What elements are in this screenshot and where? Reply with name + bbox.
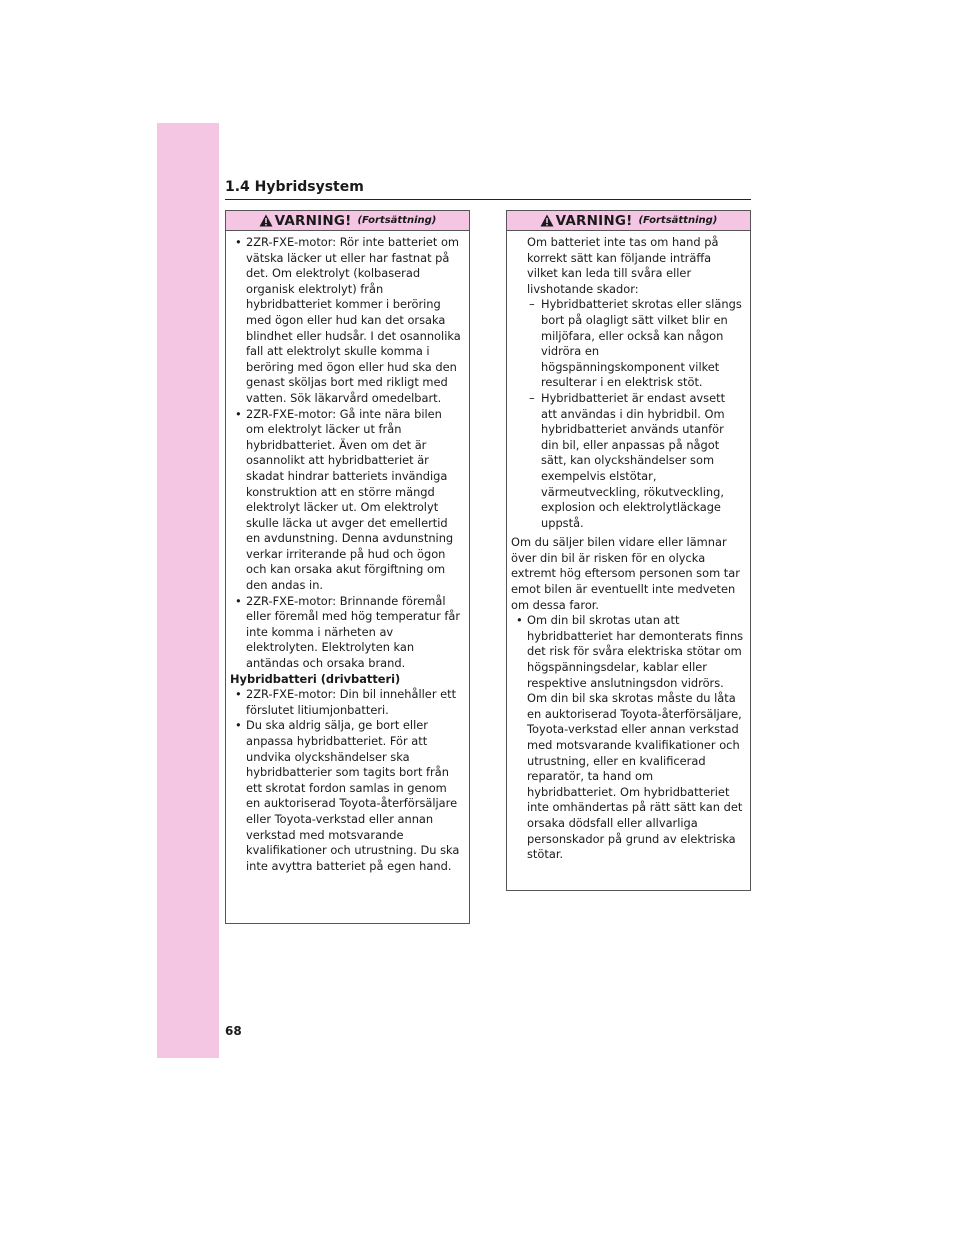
warning-box-right <box>506 210 751 891</box>
header-rule <box>225 199 751 200</box>
warning-triangle-icon <box>259 214 273 227</box>
list-item: • 2ZR-FXE-motor: Gå inte nära bilen om elektrolyt läcker ut från hybridbatteriet. Även om det är osannolikt att hybridbatteriet är skadat hindrar batteriets invändiga konstruktion att en större mängd elektrolyt läcker ut. Om elektrolyt skulle läcka ut avger det emellertid en avdunstning. Denna avdunstning verkar irriterande på hud och ögon och kan orsaka akut förgiftning om den andas in. <box>235 406 454 593</box>
list-item: • Du ska aldrig sälja, ge bort eller anpassa hybridbatteriet. För att undvika olyckshändelser ska hybridbatterier som tagits bort från ett skrotat fordon samlas in genom en auktoriserad Toyota-återförsäljare eller Toyota-verkstad eller annan verkstad med motsvarande kvalifikationer och utrustning. Du ska inte avyttra batteriet på egen hand. <box>235 718 460 873</box>
warning-subtitle: (Fortsättning) <box>638 215 718 226</box>
warning-triangle-icon <box>540 214 554 227</box>
warning-box-left <box>225 210 470 924</box>
warning-header <box>507 211 750 231</box>
subheading: Hybridbatteri (drivbatteri) <box>230 671 401 686</box>
intro-text: Om batteriet inte tas om hand på korrekt sätt kan följande inträffa vilket kan leda till svåra eller livshotande skador: <box>527 235 719 296</box>
page-number: 68 <box>225 1024 242 1038</box>
warning-subtitle: (Fortsättning) <box>357 215 437 226</box>
warning-title: VARNING! <box>274 212 352 229</box>
section-title: 1.4 Hybridsystem <box>225 179 364 195</box>
list-item: • 2ZR-FXE-motor: Rör inte batteriet om vätska läcker ut eller har fastnat på det. Om elektrolyt (kolbaserad organisk elektrolyt) från hybridbatteriet kommer i beröring med ögon eller hud kan det orsaka blindhet eller hudsår. I det osannolika fall att elektrolyt skulle komma i beröring med ögon eller hud ska den genast sköljas bort med rikligt med vatten. Sök läkarvård omedelbart. <box>235 235 461 405</box>
list-item: • Om din bil skrotas utan att hybridbatteriet har demonterats finns det risk för svåra elektriska stötar om högspänningsdelar, kablar eller respektive anslutningsdon vidrörs. Om din bil ska skrotas måste du låta en auktoriserad Toyota-återförsäljare, Toyota-verkstad eller annan verkstad med motsvarande kvalifikationer och utrustning, eller en kvalificerad reparatör, ta hand om hybridbatteriet. Om hybridbatteriet inte omhändertas på rätt sätt kan det orsaka dödsfall eller allvarliga personskador på grund av elektriska stötar. <box>516 613 744 862</box>
list-item: – Hybridbatteriet skrotas eller slängs bort på olagligt sätt vilket blir en miljöfara, eller också kan någon vidröra en högspänningskomponent vilket resulterar i en elektrisk stöt. <box>529 297 742 390</box>
body-paragraph: Om du säljer bilen vidare eller lämnar över din bil är risken för en olycka extremt hög eftersom personen som tar emot bilen är eventuellt inte medveten om dessa faror. <box>511 535 740 612</box>
warning-title: VARNING! <box>555 212 633 229</box>
warning-header <box>226 211 469 231</box>
page-tab <box>157 123 219 1058</box>
list-item: • 2ZR-FXE-motor: Din bil innehåller ett förslutet litiumjonbatteri. <box>235 687 457 717</box>
list-item: • 2ZR-FXE-motor: Brinnande föremål eller föremål med hög temperatur får inte komma i närheten av elektrolyten. Elektrolyten kan antändas och orsaka brand. <box>235 593 461 671</box>
list-item: – Hybridbatteriet är endast avsett att användas i din hybridbil. Om hybridbatteriet används utanför din bil, eller anpassas på något sätt, kan olyckshändelser som exempelvis elstötar, värmeutveckling, rökutveckling, explosion och elektrolytläckage uppstå. <box>529 390 726 530</box>
